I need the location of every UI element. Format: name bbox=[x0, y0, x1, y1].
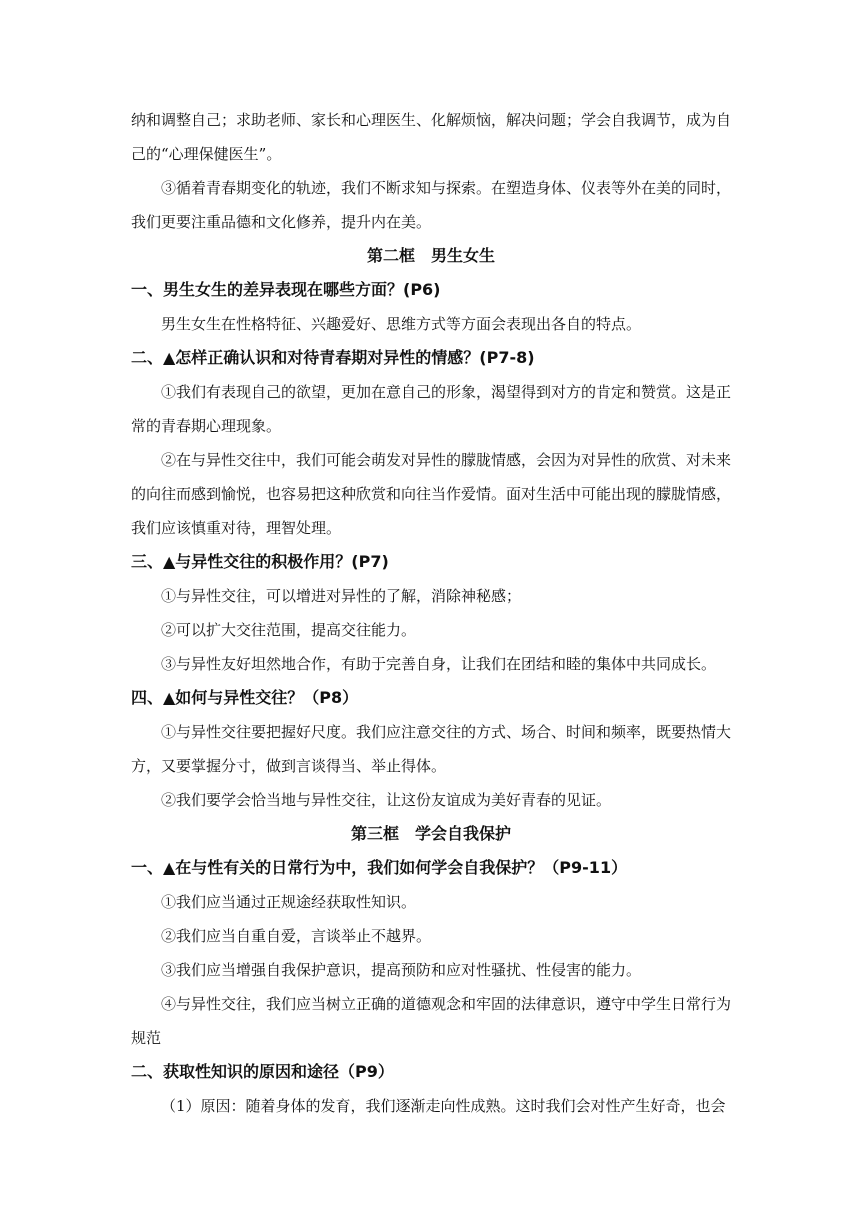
question-heading: 二、获取性知识的原因和途径（P9） bbox=[131, 1062, 394, 1081]
document-content bbox=[131, 103, 731, 1123]
paragraph: ②可以扩大交往范围，提高交往能力。 bbox=[161, 621, 417, 639]
paragraph: ③我们应当增强自我保护意识，提高预防和应对性骚扰、性侵害的能力。 bbox=[161, 961, 642, 979]
section-title-self-protection: 第三框 学会自我保护 bbox=[350, 824, 511, 843]
paragraph: ①与异性交往要把握好尺度。我们应注意交往的方式、场合、时间和频率，既要热情大方，又要掌握分寸，做到言谈得当、举止得体。 bbox=[131, 723, 732, 775]
paragraph: ②我们要学会恰当地与异性交往，让这份友谊成为美好青春的见证。 bbox=[161, 791, 612, 809]
paragraph: ①我们应当通过正规途经获取性知识。 bbox=[161, 893, 417, 911]
question-heading: 一、▲在与性有关的日常行为中，我们如何学会自我保护？（P9-11） bbox=[131, 858, 628, 877]
paragraph: ④与异性交往，我们应当树立正确的道德观念和牢固的法律意识，遵守中学生日常行为规范 bbox=[131, 995, 732, 1047]
paragraph: 男生女生在性格特征、兴趣爱好、思维方式等方面会表现出各自的特点。 bbox=[161, 315, 642, 333]
paragraph: ③与异性友好坦然地合作，有助于完善自身，让我们在团结和睦的集体中共同成长。 bbox=[161, 655, 717, 673]
section-title-boys-girls: 第二框 男生女生 bbox=[366, 246, 495, 265]
question-heading: 四、▲如何与异性交往？（P8） bbox=[131, 688, 359, 707]
question-heading: 一、男生女生的差异表现在哪些方面？(P6) bbox=[131, 280, 441, 299]
question-heading: 二、▲怎样正确认识和对待青春期对异性的情感？(P7-8) bbox=[131, 348, 535, 367]
paragraph: ②我们应当自重自爱，言谈举止不越界。 bbox=[161, 927, 432, 945]
paragraph: （1）原因：随着身体的发育，我们逐渐走向性成熟。这时我们会对性产生好奇，也会 bbox=[161, 1097, 726, 1115]
paragraph-continuation: 纳和调整自己；求助老师、家长和心理医生、化解烦恼，解决问题；学会自我调节，成为自己的“心理保健医生”。 bbox=[131, 111, 732, 163]
paragraph: ①我们有表现自己的欲望，更加在意自己的形象，渴望得到对方的肯定和赞赏。这是正常的青春期心理现象。 bbox=[131, 383, 732, 435]
paragraph: ①与异性交往，可以增进对异性的了解，消除神秘感； bbox=[161, 587, 522, 605]
question-heading: 三、▲与异性交往的积极作用？(P7) bbox=[131, 552, 389, 571]
paragraph: ③循着青春期变化的轨迹，我们不断求知与探索。在塑造身体、仪表等外在美的同时，我们更要注重品德和文化修养，提升内在美。 bbox=[131, 179, 732, 231]
paragraph: ②在与异性交往中，我们可能会萌发对异性的朦胧情感，会因为对异性的欣赏、对未来的向往而感到愉悦，也容易把这种欣赏和向往当作爱情。面对生活中可能出现的朦胧情感，我们应该慎重对待，理智处理。 bbox=[131, 451, 732, 537]
